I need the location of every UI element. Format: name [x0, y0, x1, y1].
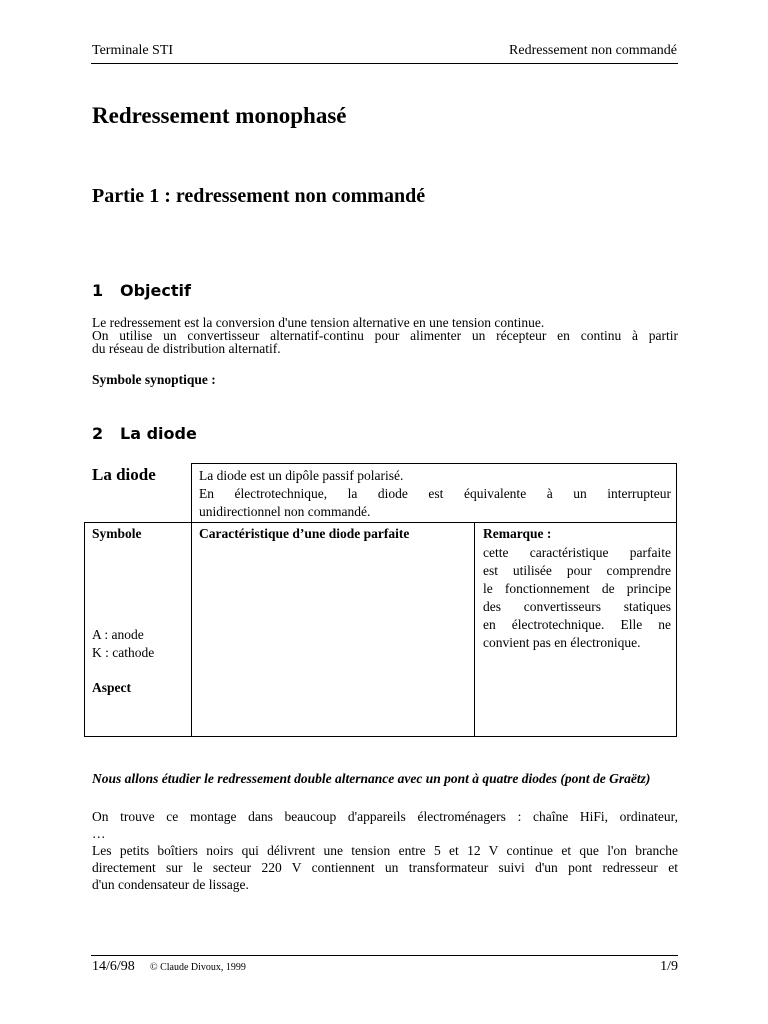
table-column-divider [191, 522, 192, 737]
paragraph-line: … [92, 826, 106, 841]
paragraph-line: Les petits boîtiers noirs qui délivrent une tension entre 5 et 12 V continue et que l'on branche [92, 843, 678, 858]
anode-label: A : anode [92, 627, 144, 642]
column-header-remarque: Remarque : [483, 526, 552, 541]
footer-date: 14/6/98 [92, 959, 135, 974]
page-number: 1/9 [660, 959, 678, 974]
cathode-label: K : cathode [92, 645, 155, 660]
column-header-caracteristique: Caractéristique d’une diode parfaite [199, 526, 410, 541]
intro-line: En électrotechnique, la diode est équivalente à un interrupteur [199, 486, 671, 501]
synoptic-label: Symbole synoptique : [92, 372, 216, 387]
remark-line: est utilisée pour comprendre [483, 563, 671, 578]
page-title: Redressement monophasé [92, 103, 347, 128]
section-number: 2 [92, 424, 104, 443]
footer-divider [91, 955, 678, 956]
section-title: La diode [120, 424, 197, 443]
section-number: 1 [92, 281, 104, 300]
diode-table-label: La diode [92, 465, 156, 484]
objectif-paragraph [92, 316, 678, 355]
study-paragraph [92, 808, 678, 893]
section-heading-objectif [92, 281, 191, 300]
page-subtitle: Partie 1 : redressement non commandé [92, 185, 426, 207]
footer-copyright: © Claude Divoux, 1999 [150, 962, 246, 973]
intro-line: unidirectionnel non commandé. [199, 504, 371, 519]
aspect-label: Aspect [92, 680, 131, 695]
diode-intro-text [199, 467, 671, 521]
header-chapter: Redressement non commandé [509, 43, 677, 58]
column-header-symbole: Symbole [92, 526, 142, 541]
section-title: Objectif [120, 281, 191, 300]
section-heading-diode [92, 424, 197, 443]
intro-line: La diode est un dipôle passif polarisé. [199, 468, 404, 483]
paragraph-line: d'un condensateur de lissage. [92, 877, 249, 892]
remark-line: en électrotechnique. Elle ne [483, 617, 671, 632]
remark-line: le fonctionnement de principe [483, 581, 671, 596]
header-course: Terminale STI [92, 43, 174, 58]
header-divider [91, 63, 678, 64]
paragraph-line: du réseau de distribution alternatif. [92, 341, 281, 356]
paragraph-line: On utilise un convertisseur alternatif-continu pour alimenter un récepteur en continu à partir [92, 328, 678, 343]
paragraph-line: directement sur le secteur 220 V contiennent un transformateur suivi d'un pont redresseur et [92, 860, 678, 875]
remark-text [483, 544, 671, 652]
remark-line: convient pas en électronique. [483, 635, 641, 650]
remark-line: cette caractéristique parfaite [483, 545, 671, 560]
study-statement: Nous allons étudier le redressement double alternance avec un pont à quatre diodes (pont de Graëtz) [92, 771, 651, 786]
remark-line: des convertisseurs statiques [483, 599, 671, 614]
paragraph-line: On trouve ce montage dans beaucoup d'appareils électroménagers : chaîne HiFi, ordinateur, [92, 809, 678, 824]
table-column-divider [474, 522, 475, 737]
paragraph-line: Le redressement est la conversion d'une tension alternative en une tension continue. [92, 315, 545, 330]
